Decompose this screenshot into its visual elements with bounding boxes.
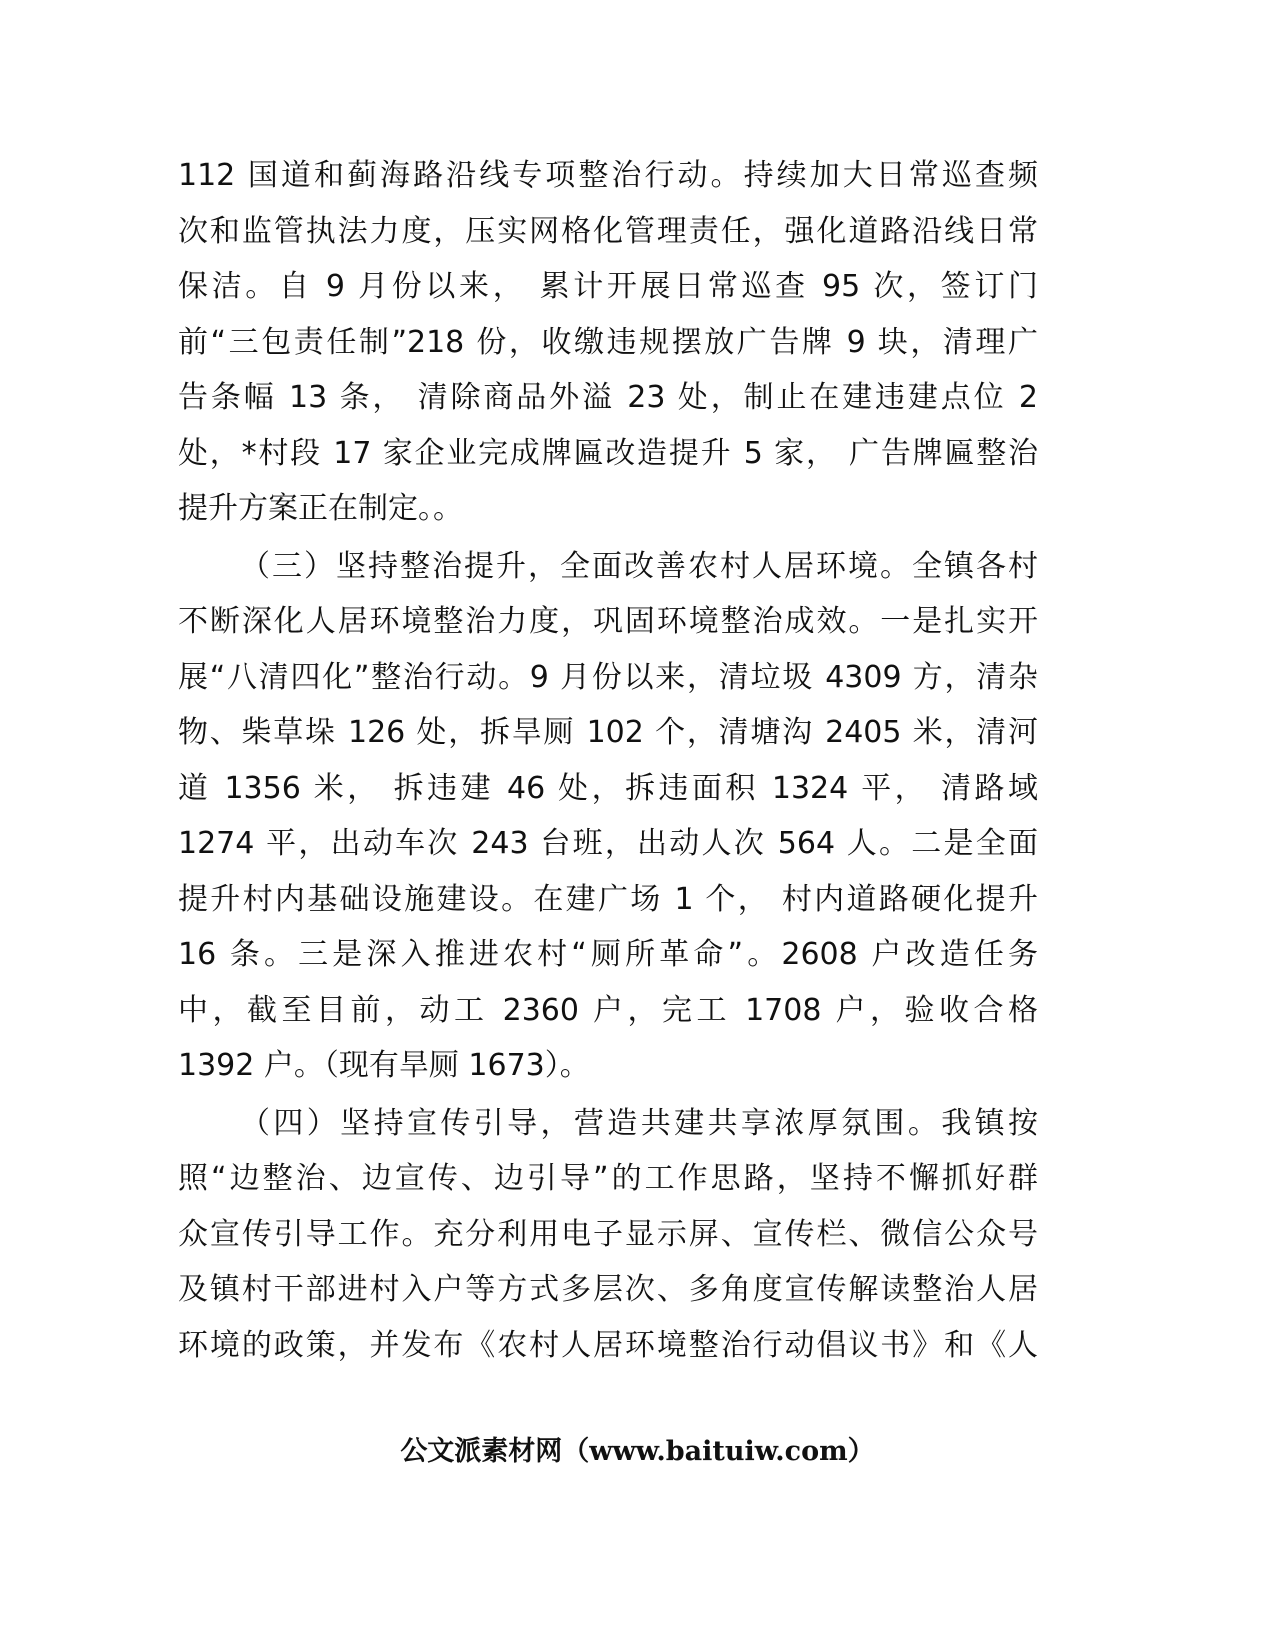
text-line: 提升村内基础设施建设。在建广场 1 个， 村内道路硬化提升 [178,881,1038,917]
section-heading-line: （三）坚持整治提升，全面改善农村人居环境。全镇各村 [240,548,1038,584]
text-line: 不断深化人居环境整治力度，巩固环境整治成效。一是扎实开 [178,604,1038,639]
footer-watermark: 公文派素材网（www.baituiw.com） [400,1436,875,1467]
text-line: 及镇村干部进村入户等方式多层次、多角度宣传解读整治人居 [178,1272,1038,1307]
paragraph-2 [178,539,1038,1094]
text-line: 前“三包责任制”218 份，收缴违规摆放广告牌 9 块，清理广 [178,324,1038,360]
text-line: 112 国道和蓟海路沿线专项整治行动。持续加大日常巡查频 [178,158,1038,193]
text-line: 道 1356 米， 拆违建 46 处，拆违面积 1324 平， 清路域 [178,770,1038,806]
text-line: 提升方案正在制定。。 [178,491,463,526]
text-line: 众宣传引导工作。充分利用电子显示屏、宣传栏、微信公众号 [178,1216,1038,1252]
text-line: 次和监管执法力度，压实网格化管理责任，强化道路沿线日常 [178,213,1038,249]
text-line: 物、柴草垛 126 处，拆旱厕 102 个，清塘沟 2405 米，清河 [178,715,1038,750]
text-line: 照“边整治、边宣传、边引导”的工作思路，坚持不懈抓好群 [178,1161,1038,1196]
document-body [178,148,1038,1375]
text-line: 环境的政策，并发布《农村人居环境整治行动倡议书》和《人 [178,1327,1038,1363]
text-line: 中，截至目前，动工 2360 户，完工 1708 户，验收合格 [178,992,1038,1028]
paragraph-1 [178,148,1038,537]
text-line: 展“八清四化”整治行动。9 月份以来，清垃圾 4309 方，清杂 [178,659,1038,695]
text-line: 16 条。三是深入推进农村“厕所革命”。2608 户改造任务 [178,937,1038,972]
paragraph-3 [178,1096,1038,1374]
section-heading-line: （四）坚持宣传引导，营造共建共享浓厚氛围。我镇按 [240,1105,1038,1141]
text-line: 保洁。自 9 月份以来， 累计开展日常巡查 95 次，签订门 [178,269,1038,304]
text-line: 处，*村段 17 家企业完成牌匾改造提升 5 家， 广告牌匾整治 [178,435,1038,471]
text-line: 告条幅 13 条， 清除商品外溢 23 处，制止在建违建点位 2 [178,380,1038,415]
text-line: 1392 户。（现有旱厕 1673）。 [178,1048,590,1083]
text-line: 1274 平，出动车次 243 台班，出动人次 564 人。二是全面 [178,826,1038,861]
